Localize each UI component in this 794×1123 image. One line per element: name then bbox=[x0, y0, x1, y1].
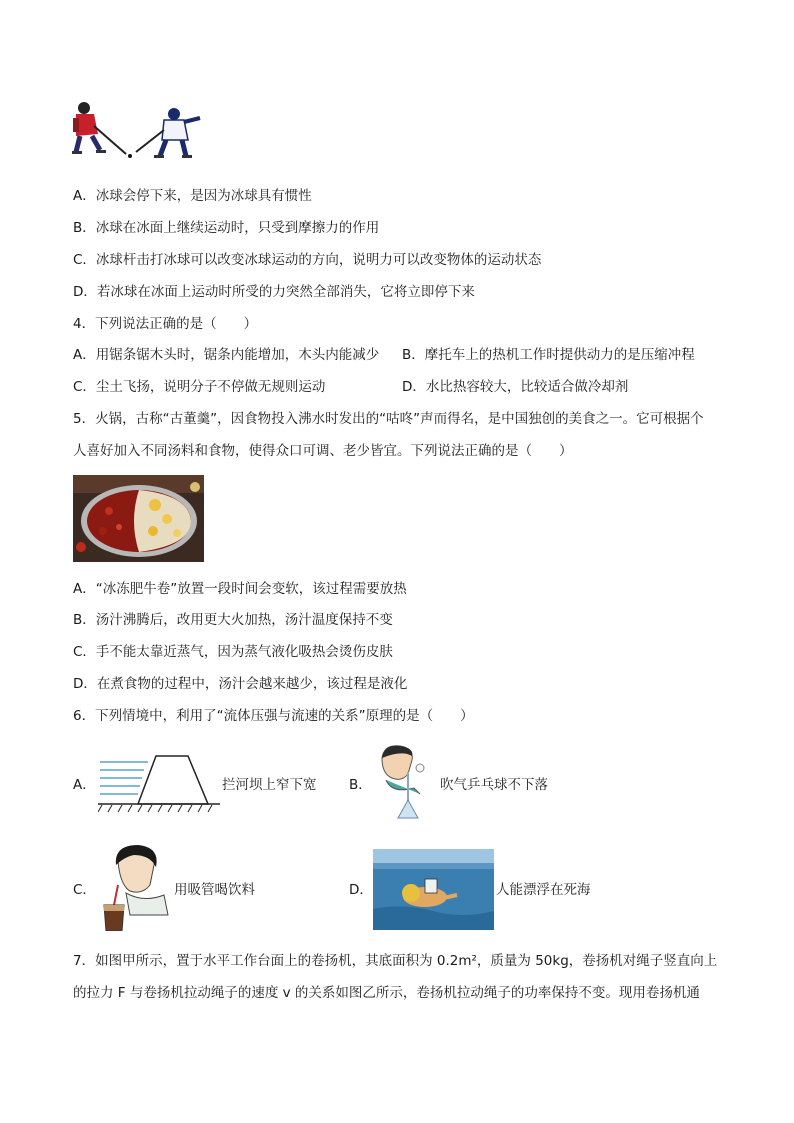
q7-line1: 7．如图甲所示，置于水平工作台面上的卷扬机，其底面积为 0.2m²，质量为 50kg，卷扬机对绳子竖直向上 bbox=[73, 953, 718, 969]
q6-stem: 6．下列情境中，利用了“流体压强与流速的关系”原理的是（ ） bbox=[73, 708, 474, 724]
q6-option-c-caption: 用吸管喝饮料 bbox=[174, 882, 255, 898]
ice-hockey-illustration bbox=[70, 100, 205, 162]
q6-option-b-letter: B． bbox=[349, 777, 372, 793]
q6-option-c-letter: C． bbox=[73, 882, 96, 898]
q6-option-d-caption: 人能漂浮在死海 bbox=[496, 882, 591, 898]
q5-option-d: D．在煮食物的过程中，汤汁会越来越少，该过程是液化 bbox=[73, 676, 408, 692]
q5-option-a: A．“冰冻肥牛卷”放置一段时间会变软，该过程需要放热 bbox=[73, 581, 407, 597]
q3-option-a: A．冰球会停下来，是因为冰球具有惯性 bbox=[73, 188, 312, 204]
q3-option-d: D．若冰球在冰面上运动时所受的力突然全部消失，它将立即停下来 bbox=[73, 284, 475, 300]
q5-stem-line2: 人喜好加入不同汤料和食物，使得众口可调、老少皆宜。下列说法正确的是（ ） bbox=[73, 443, 573, 459]
straw-drinking-illustration bbox=[100, 845, 170, 931]
q4-stem: 4．下列说法正确的是（ ） bbox=[73, 316, 258, 332]
q4-option-d: D．水比热容较大，比较适合做冷却剂 bbox=[402, 379, 629, 395]
q5-stem-line1: 5．火锅，古称“古董羹”，因食物投入沸水时发出的“咕咚”声而得名，是中国独创的美食之一。它可根据个 bbox=[73, 411, 704, 427]
q3-option-c: C．冰球杆击打冰球可以改变冰球运动的方向，说明力可以改变物体的运动状态 bbox=[73, 252, 542, 268]
q7-line2: 的拉力 F 与卷扬机拉动绳子的速度 v 的关系如图乙所示，卷扬机拉动绳子的功率保持不变。现用卷扬机通 bbox=[73, 985, 700, 1001]
q6-option-d-letter: D． bbox=[349, 882, 373, 898]
q3-option-b: B．冰球在冰面上继续运动时，只受到摩擦力的作用 bbox=[73, 220, 380, 236]
q4-option-c: C．尘土飞扬，说明分子不停做无规则运动 bbox=[73, 379, 326, 395]
q6-option-a-caption: 拦河坝上窄下宽 bbox=[222, 777, 317, 793]
q6-option-b-caption: 吹气乒乓球不下落 bbox=[440, 777, 548, 793]
dead-sea-floating-photo bbox=[373, 849, 494, 930]
q5-option-b: B．汤汁沸腾后，改用更大火加热，汤汁温度保持不变 bbox=[73, 612, 393, 628]
blow-pingpong-illustration bbox=[374, 744, 438, 822]
hotpot-photo bbox=[73, 475, 204, 562]
dam-diagram bbox=[98, 752, 220, 814]
q4-option-b: B．摩托车上的热机工作时提供动力的是压缩冲程 bbox=[402, 347, 695, 363]
q6-option-a-letter: A． bbox=[73, 777, 96, 793]
q4-option-a: A．用锯条锯木头时，锯条内能增加，木头内能减少 bbox=[73, 347, 380, 363]
q5-option-c: C．手不能太靠近蒸气，因为蒸气液化吸热会烫伤皮肤 bbox=[73, 644, 393, 660]
